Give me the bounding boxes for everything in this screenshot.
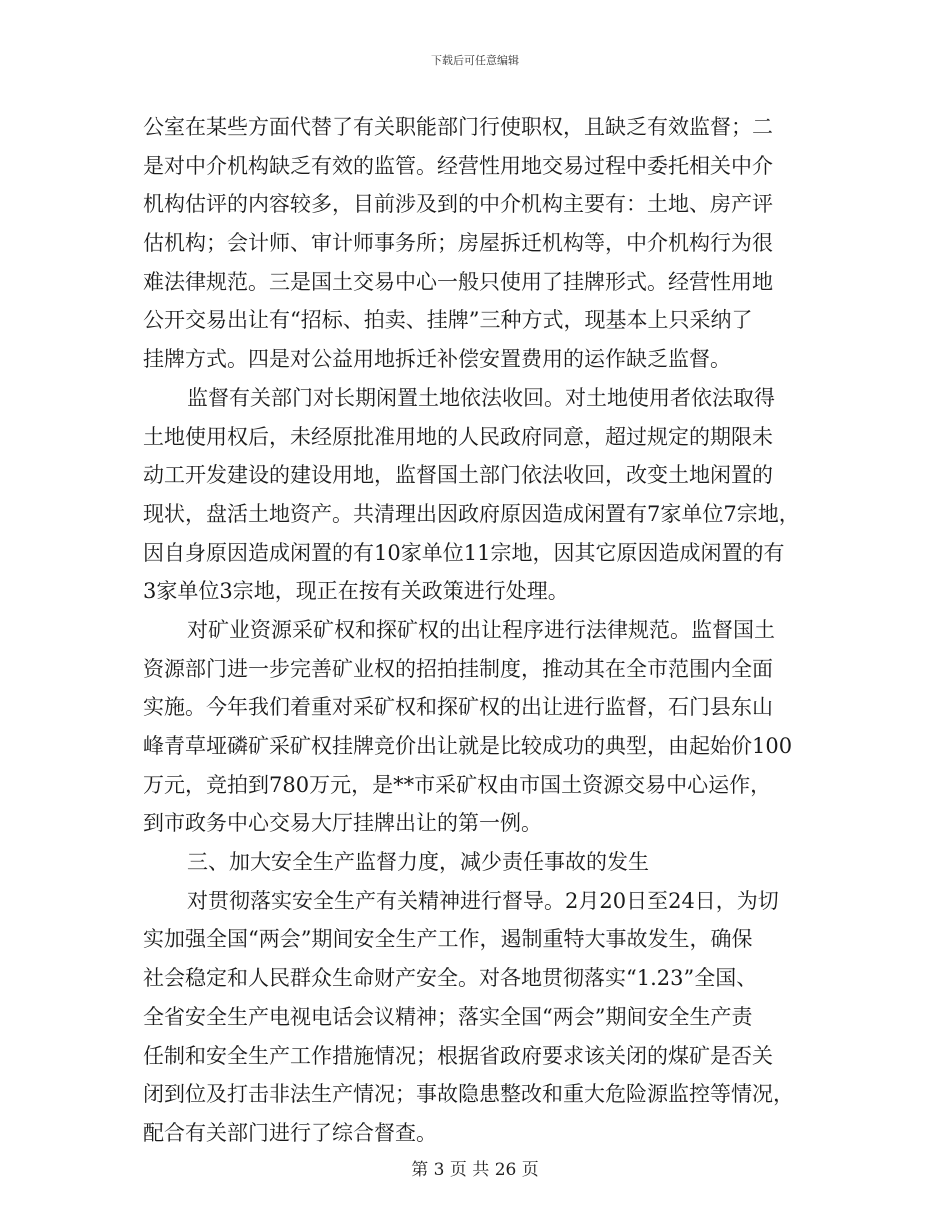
section-heading: 三、加大安全生产监督力度，减少责任事故的发生 [187, 850, 649, 875]
text-line: 因自身原因造成闲置的有10家单位11宗地，因其它原因造成闲置的有 [143, 540, 785, 565]
page-header: 下载后可任意编辑 [431, 54, 519, 67]
paragraph-first-line: 监督有关部门对长期闲置土地依法收回。对土地使用者依法取得 [187, 385, 775, 410]
text-line: 实加强全国“两会”期间安全生产工作，遏制重特大事故发生，确保 [143, 927, 753, 952]
text-line: 土地使用权后，未经原批准用地的人民政府同意，超过规定的期限未 [143, 424, 773, 449]
text-line: 公开交易出让有“招标、拍卖、挂牌”三种方式，现基本上只采纳了 [143, 308, 753, 333]
text-line: 任制和安全生产工作措施情况；根据省政府要求该关闭的煤矿是否关 [143, 1043, 773, 1068]
text-line: 现状，盘活土地资产。共清理出因政府原因造成闲置有7家单位7宗地， [143, 501, 800, 526]
document-body [143, 108, 813, 1153]
text-line: 万元，竞拍到780万元，是**市采矿权由市国土资源交易中心运作， [143, 772, 772, 797]
text-line: 社会稳定和人民群众生命财产安全。对各地贯彻落实“1.23”全国、 [143, 966, 758, 991]
text-line: 动工开发建设的建设用地，监督国土部门依法收回，改变土地闲置的 [143, 463, 773, 488]
text-line: 到市政务中心交易大厅挂牌出让的第一例。 [143, 811, 542, 836]
page-number-footer: 第 3 页 共 26 页 [411, 1160, 539, 1180]
text-line: 挂牌方式。四是对公益用地拆迁补偿安置费用的运作缺乏监督。 [143, 347, 731, 372]
paragraph-first-line: 对贯彻落实安全生产有关精神进行督导。2月20日至24日，为切 [187, 888, 779, 913]
paragraph-first-line: 对矿业资源采矿权和探矿权的出让程序进行法律规范。监督国土 [187, 617, 775, 642]
text-line: 配合有关部门进行了综合督查。 [143, 1120, 437, 1145]
text-line: 实施。今年我们着重对采矿权和探矿权的出让进行监督，石门县东山 [143, 695, 773, 720]
text-line: 3家单位3宗地，现正在按有关政策进行处理。 [143, 579, 569, 604]
text-line: 全省安全生产电视电话会议精神；落实全国“两会”期间安全生产责 [143, 1004, 753, 1029]
text-line: 估机构；会计师、审计师事务所；房屋拆迁机构等，中介机构行为很 [143, 231, 773, 256]
text-line: 难法律规范。三是国土交易中心一般只使用了挂牌形式。经营性用地 [143, 269, 773, 294]
text-line: 是对中介机构缺乏有效的监管。经营性用地交易过程中委托相关中介 [143, 153, 773, 178]
text-line: 机构估评的内容较多，目前涉及到的中介机构主要有：土地、房产评 [143, 192, 773, 217]
text-line: 闭到位及打击非法生产情况；事故隐患整改和重大危险源监控等情况， [143, 1082, 794, 1107]
text-line: 公室在某些方面代替了有关职能部门行使职权，且缺乏有效监督；二 [143, 115, 773, 139]
text-line: 资源部门进一步完善矿业权的招拍挂制度，推动其在全市范围内全面 [143, 656, 773, 681]
text-line: 峰青草垭磷矿采矿权挂牌竞价出让就是比较成功的典型，由起始价100 [143, 734, 793, 758]
